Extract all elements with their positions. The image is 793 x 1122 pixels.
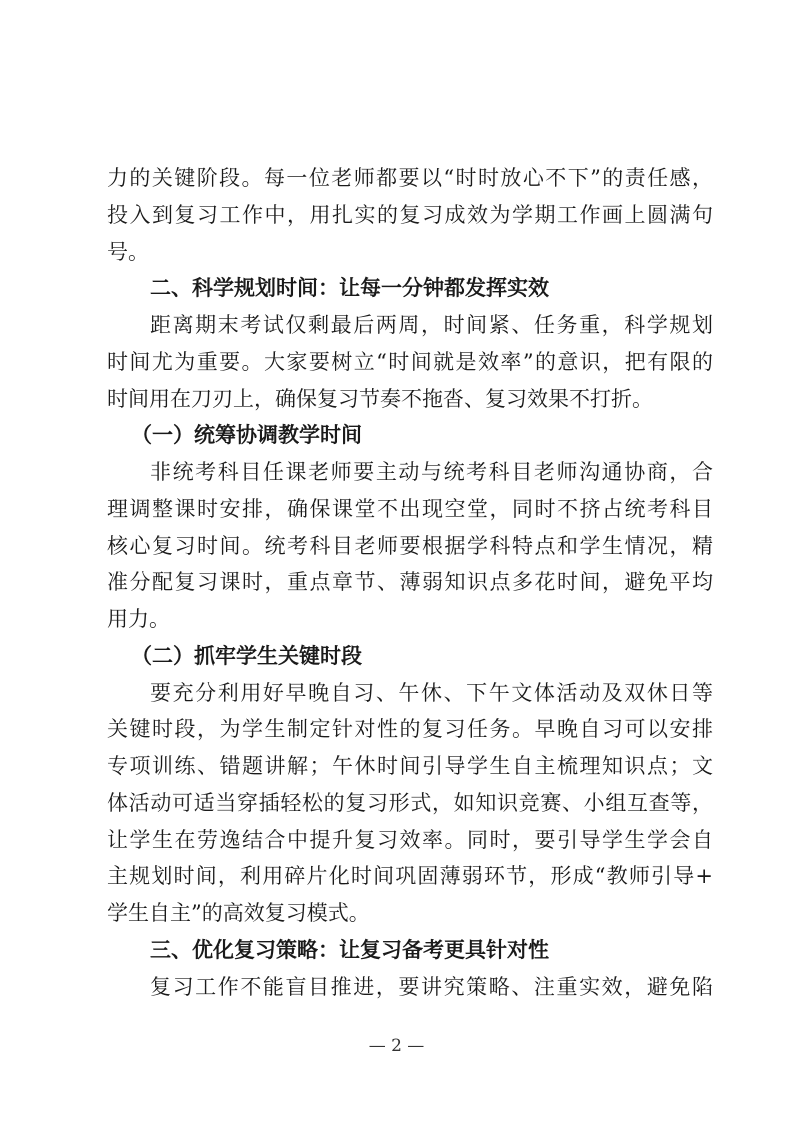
text-line: 非统考科目任课老师要主动与统考科目老师沟通协商，合 (150, 460, 713, 484)
text-line: 专项训练、错题讲解；午休时间引导学生自主梳理知识点；文 (107, 754, 713, 778)
text-line: 体活动可适当穿插轻松的复习形式，如知识竞赛、小组互查等， (107, 790, 713, 815)
text-line: 用力。 (107, 607, 170, 631)
text-line: 核心复习时间。统考科目老师要根据学科特点和学生情况，精 (107, 533, 713, 558)
text-line: （一）统筹协调教学时间 (131, 422, 362, 448)
text-line: 关键时段，为学生制定针对性的复习任务。早晚自习可以安排 (107, 717, 713, 742)
text-line: 学生自主”的高效复习模式。 (107, 901, 370, 925)
text-line: 距离期末考试仅剩最后两周，时间紧、任务重，科学规划 (150, 313, 713, 337)
text-line: 力的关键阶段。每一位老师都要以“时时放心不下”的责任感， (107, 166, 713, 190)
paragraph (107, 969, 713, 1006)
section-heading (107, 270, 713, 307)
paragraph (107, 454, 713, 638)
text-line: 要充分利用好早晚自习、午休、下午文体活动及双休日等 (150, 680, 713, 705)
text-line: 号。 (107, 239, 149, 264)
text-line: 三、优化复习策略：让复习备考更具针对性 (150, 936, 549, 962)
text-line: 时间尤为重要。大家要树立“时间就是效率”的意识，把有限的 (107, 349, 713, 374)
section-heading (107, 638, 713, 675)
text-line: 时间用在刀刃上，确保复习节奏不拖沓、复习效果不打折。 (107, 386, 653, 411)
paragraph (107, 675, 713, 932)
text-line: 理调整课时安排，确保课堂不出现空堂，同时不挤占统考科目 (107, 496, 713, 521)
text-line: 二、科学规划时间：让每一分钟都发挥实效 (150, 275, 549, 301)
text-line: 准分配复习课时，重点章节、薄弱知识点多花时间，避免平均 (107, 570, 713, 595)
page-number: — 2 — (368, 1036, 425, 1056)
document-body (107, 160, 713, 1005)
section-heading (107, 417, 713, 454)
paragraph (107, 160, 713, 270)
paragraph (107, 307, 713, 417)
text-line: 主规划时间，利用碎片化时间巩固薄弱环节，形成“教师引导+ (107, 864, 713, 889)
text-line: 让学生在劳逸结合中提升复习效率。同时，要引导学生学会自 (107, 827, 713, 852)
section-heading (107, 932, 713, 969)
text-line: （二）抓牢学生关键时段 (131, 642, 362, 668)
text-line: 投入到复习工作中，用扎实的复习成效为学期工作画上圆满句 (107, 202, 713, 227)
text-line: 复习工作不能盲目推进，要讲究策略、注重实效，避免陷 (150, 974, 713, 999)
